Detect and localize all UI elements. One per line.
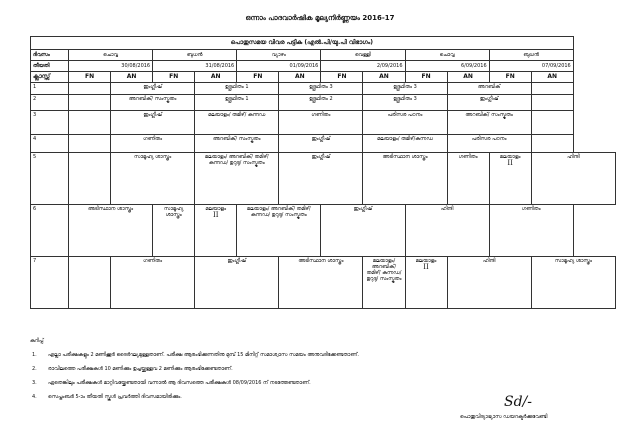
day-4: വെള്ളി: [321, 50, 405, 61]
class-number: 3: [31, 111, 69, 135]
document-title: ഒന്നാം പാദവാർഷിക മൂല്യനിർണ്ണയം 2016-17: [245, 14, 395, 22]
table-cell: [69, 95, 111, 111]
table-cell: ഹിന്ദി: [447, 257, 531, 309]
table-row: [31, 111, 616, 135]
date-2: 31/08/2016: [153, 61, 237, 72]
subject-text: മലയാളം: [415, 258, 437, 264]
session-fn: FN: [237, 72, 279, 83]
note-number: 2.: [32, 366, 37, 372]
session-an: AN: [111, 72, 153, 83]
table-cell: മലയാളം/ അറബിക്/ തമിഴ്/ കന്നഡ/ ഉറുദു/ സംസ്കൃതം: [237, 205, 321, 257]
session-an: AN: [363, 72, 405, 83]
date-5: 6/09/2016: [405, 61, 489, 72]
day-1: ചൊവ്വ: [69, 50, 153, 61]
session-fn: FN: [489, 72, 531, 83]
subject-text: മലയാളം: [499, 154, 521, 160]
table-cell: ഗണിതം: [111, 135, 195, 153]
subject-text: മലയാളം: [205, 206, 227, 212]
class-number: 5: [31, 153, 69, 205]
table-cell: ഗണിതം: [279, 111, 363, 135]
table-row: [31, 83, 616, 95]
session-fn: FN: [405, 72, 447, 83]
table-caption: പൊതുസമയ വിവര പട്ടിക (എൽ.പി/യു.പി വിഭാഗം): [31, 37, 574, 50]
table-cell: ഉദ്ഗ്രഥിതം 3: [363, 95, 447, 111]
table-row: [31, 135, 616, 153]
paper-number: II: [507, 159, 513, 167]
note-number: 4.: [32, 394, 37, 400]
table-cell: സാമൂഹ്യ ശാസ്ത്രം: [531, 257, 615, 309]
table-cell: ഉദ്ഗ്രഥിതം 1: [195, 95, 279, 111]
day-5: ചൊവ്വ: [405, 50, 489, 61]
table-row: [31, 95, 616, 111]
table-cell: ഉദ്ഗ്രഥിതം 3: [363, 83, 447, 95]
class-label: ക്ലാസ്സ്: [31, 72, 69, 83]
table-cell: മലയാളം/ തമിഴ്/കന്നഡ: [363, 135, 447, 153]
day-3: വ്യാഴം: [237, 50, 321, 61]
signature-text: പൊതുവിദ്യാഭ്യാസ ഡയറക്ടർക്കുവേണ്ടി: [460, 414, 548, 420]
day-label: ദിവസം: [31, 50, 69, 61]
session-an: AN: [531, 72, 573, 83]
table-cell: മലയാളം/ തമിഴ്/ കന്നഡ: [195, 111, 279, 135]
session-fn: FN: [321, 72, 363, 83]
table-cell: [69, 257, 111, 309]
date-3: 01/09/2016: [237, 61, 321, 72]
table-cell: ഇംഗ്ലീഷ്: [447, 95, 531, 111]
note-item: [30, 366, 610, 372]
session-an: AN: [195, 72, 237, 83]
note-text: എല്ലാ പരീക്ഷകളും 2 മണിക്കൂർ ദൈർഘ്യമുള്ളതാണ്. പരീക്ഷ ആരംഭിക്കുന്നതിനു മുമ്പ് 15 മിനിറ്റ് സമാശ്വാസ സമയം അനുവദിക്കേണ്ടതാണ്.: [48, 352, 360, 358]
date-6: 07/09/2016: [489, 61, 573, 72]
table-cell: ഗണിതം: [447, 153, 489, 205]
table-cell: [69, 135, 111, 153]
session-an: AN: [279, 72, 321, 83]
table-cell: സാമൂഹ്യ ശാസ്ത്രം: [153, 205, 195, 257]
note-text: രാവിലത്തെ പരീക്ഷകൾ 10 മണിക്കും ഉച്ചയ്ക്കുള്ളവ 2 മണിക്കും ആരംഭിക്കേണ്ടതാണ്.: [48, 366, 233, 372]
table-cell: ഇംഗ്ലീഷ്: [195, 257, 279, 309]
note-number: 3.: [32, 380, 37, 386]
table-cell: ഗണിതം: [111, 257, 195, 309]
table-cell: സാമൂഹ്യ ശാസ്ത്രം: [111, 153, 195, 205]
class-number: 2: [31, 95, 69, 111]
note-text: സെപ്തംബർ 5-ാം തീയതി സ്കൂൾ പ്രവർത്തി ദിവസമായിരിക്കും.: [48, 394, 182, 400]
note-number: 1.: [32, 352, 37, 358]
date-1: 30/08/2016: [69, 61, 153, 72]
note-text: ഏതെങ്കിലും പരീക്ഷകൾ മാറ്റിവയ്ക്കേണ്ടതായി വന്നാൽ ആ ദിവസത്തെ പരീക്ഷകൾ 08/09/2016 ന് നടത്തേണ്ടതാണ്.: [48, 380, 311, 386]
table-cell: അറബിക്: [447, 83, 531, 95]
table-cell: [531, 83, 573, 95]
table-cell: ഇംഗ്ലീഷ്: [279, 153, 363, 205]
table-cell: പരിസര പഠനം: [363, 111, 447, 135]
table-cell: ഹിന്ദി: [405, 205, 489, 257]
day-6: ബുധൻ: [489, 50, 573, 61]
session-fn: FN: [69, 72, 111, 83]
session-an: AN: [447, 72, 489, 83]
table-cell: [69, 111, 111, 135]
table-cell: പരിസര പഠനം: [447, 135, 531, 153]
notes-heading: കുറിപ്പ്: [30, 338, 44, 344]
table-cell: [69, 83, 111, 95]
paper-number: II: [212, 211, 219, 219]
paper-number: II: [423, 263, 429, 271]
table-cell: ഇംഗ്ലീഷ്: [111, 83, 195, 95]
table-row: [31, 257, 616, 309]
note-item: [30, 380, 610, 386]
signature-mark: Sd/-: [504, 394, 532, 410]
table-cell: മലയാളം/ അറബിക്/ തമിഴ്/ കന്നഡ/ ഉറുദു/ സംസ്കൃതം: [195, 153, 279, 205]
table-row: [31, 153, 616, 205]
class-number: 4: [31, 135, 69, 153]
table-cell: അറബിക്/ സംസ്കൃതം: [195, 135, 279, 153]
table-cell: അടിസ്ഥാന ശാസ്ത്രം: [363, 153, 447, 205]
table-cell: ഇംഗ്ലീഷ്: [279, 135, 363, 153]
day-2: ബുധൻ: [153, 50, 237, 61]
class-number: 6: [31, 205, 69, 257]
table-cell: [531, 135, 573, 153]
table-cell: ഉദ്ഗ്രഥിതം 1: [195, 83, 279, 95]
date-label: തീയതി: [31, 61, 69, 72]
table-cell: [489, 153, 531, 205]
table-cell: ഉദ്ഗ്രഥിതം 2: [279, 95, 363, 111]
table-cell: ഉദ്ഗ്രഥിതം 3: [279, 83, 363, 95]
table-cell: അടിസ്ഥാന ശാസ്ത്രം: [279, 257, 363, 309]
table-cell: [405, 257, 447, 309]
table-cell: ഹിന്ദി: [531, 153, 615, 205]
timetable: [30, 36, 616, 309]
table-cell: [531, 95, 573, 111]
table-cell: മലയാളം/ അറബിക്/ തമിഴ്/ കന്നഡ/ ഉറുദു/ സംസ്കൃതം: [363, 257, 405, 309]
table-cell: [531, 111, 573, 135]
table-cell: ഇംഗ്ലീഷ്: [321, 205, 405, 257]
table-cell: അറബിക്/ സംസ്കൃതം: [111, 95, 195, 111]
class-number: 1: [31, 83, 69, 95]
table-cell: അറബിക്/ സംസ്കൃതം: [447, 111, 531, 135]
date-4: 2/09/2016: [321, 61, 405, 72]
class-number: 7: [31, 257, 69, 309]
table-cell: ഇംഗ്ലീഷ്: [111, 111, 195, 135]
table-cell: [69, 153, 111, 205]
table-cell: അടിസ്ഥാന ശാസ്ത്രം: [69, 205, 153, 257]
session-fn: FN: [153, 72, 195, 83]
table-cell: ഗണിതം: [489, 205, 573, 257]
note-item: [30, 352, 610, 358]
table-cell: [195, 205, 237, 257]
table-row: [31, 205, 616, 257]
